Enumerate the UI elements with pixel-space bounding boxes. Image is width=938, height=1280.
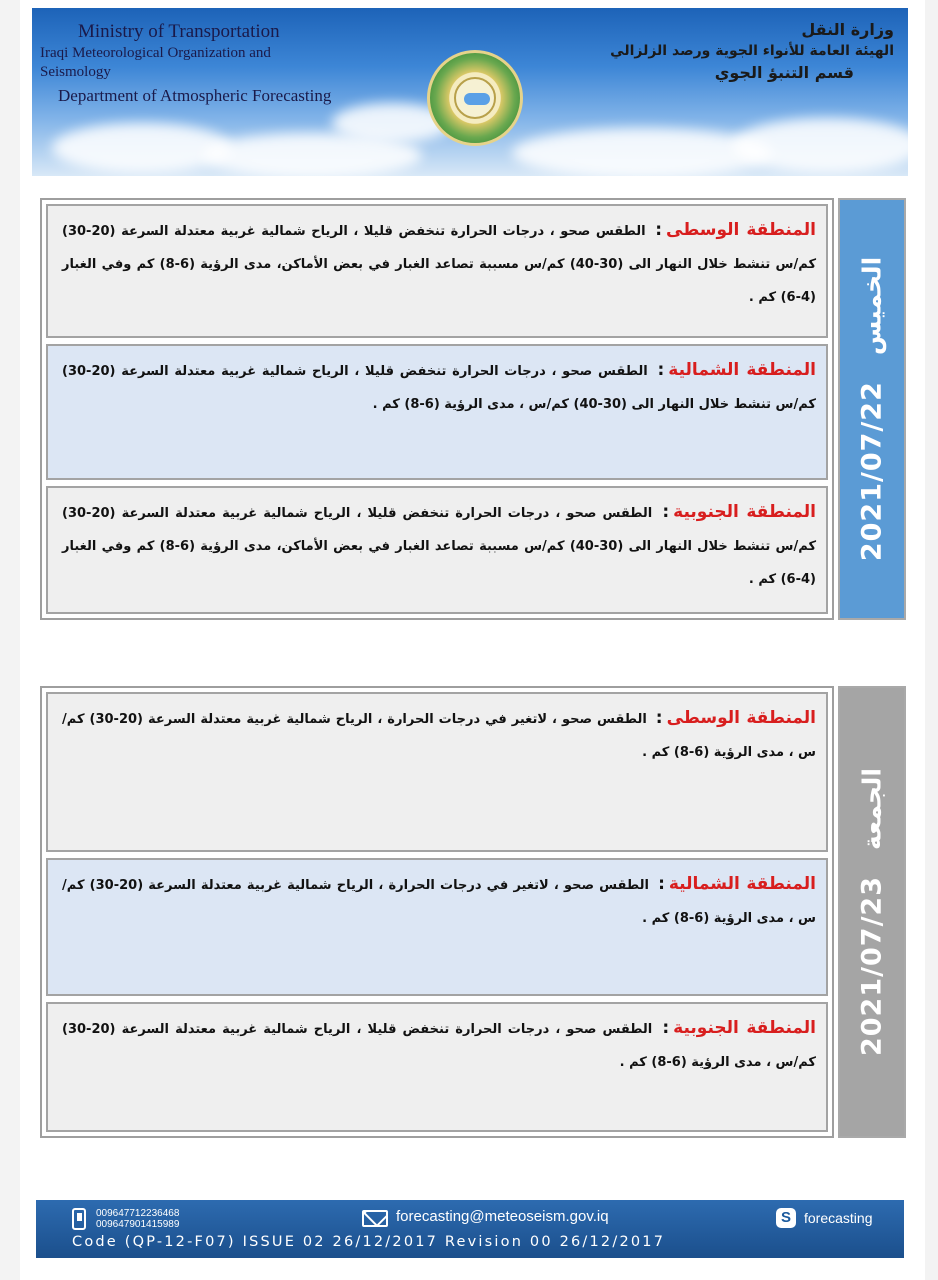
region-label: المنطقة الوسطى — [666, 220, 816, 240]
mail-icon — [362, 1210, 388, 1227]
skype-icon: S — [776, 1208, 796, 1228]
region-central — [46, 692, 828, 852]
forecast-date: 2021/07/22 — [856, 381, 888, 562]
region-separator: : — [662, 1018, 670, 1038]
forecast-day-1 — [40, 198, 906, 620]
region-forecast-text: الطقس صحو ، لاتغير في درجات الحرارة ، الرياح شمالية غربية معتدلة السرعة (20-30) كم/س ، مدى الرؤية (6-8) كم . — [62, 712, 816, 760]
date-strip — [838, 686, 906, 1138]
skype-handle: forecasting — [804, 1210, 873, 1226]
header-banner — [32, 8, 908, 176]
region-forecast-text: الطقس صحو ، درجات الحرارة تنخفض قليلا ، الرياح شمالية غربية معتدلة السرعة (20-30) كم/س ، مدى الرؤية (6-8) كم . — [62, 1022, 816, 1070]
department-line-ar: قسم التنبؤ الجوي — [714, 63, 854, 83]
region-separator: : — [655, 708, 663, 728]
forecast-day-2 — [40, 686, 906, 1138]
region-label: المنطقة الوسطى — [666, 708, 816, 728]
organization-line: Iraqi Meteorological Organization and Seismology — [40, 44, 271, 80]
region-separator: : — [655, 220, 663, 240]
ministry-line-ar: وزارة النقل — [801, 20, 894, 39]
phone-numbers — [96, 1208, 179, 1230]
region-separator: : — [657, 360, 665, 380]
regions-panel — [40, 686, 834, 1138]
region-central — [46, 204, 828, 338]
organization-line-ar: الهيئة العامة للأنواء الجوية ورصد الزلزالي — [610, 43, 894, 60]
department-line: Department of Atmospheric Forecasting — [58, 86, 332, 106]
region-separator: : — [658, 874, 665, 894]
region-label: المنطقة الشمالية — [668, 360, 817, 380]
regions-panel — [40, 198, 834, 620]
region-forecast-text: الطقس صحو ، درجات الحرارة تنخفض قليلا ، الرياح شمالية غربية معتدلة السرعة (20-30) كم/س تنشط خلال النهار الى (30-40) كم/س مسببة تصاعد الغبار في بعض الأماكن، مدى الرؤية (6-8) كم وفي الغبار (4-6) كم . — [62, 506, 816, 587]
forecast-date: 2021/07/23 — [856, 876, 888, 1057]
organization-seal-logo — [427, 50, 523, 146]
contact-footer — [36, 1200, 904, 1258]
region-label: المنطقة الجنوبية — [673, 1018, 816, 1038]
phone-icon — [72, 1208, 86, 1230]
region-forecast-text: الطقس صحو ، درجات الحرارة تنخفض قليلا ، الرياح شمالية غربية معتدلة السرعة (20-30) كم/س تنشط خلال النهار الى (30-40) كم/س ، مدى الرؤية (6-8) كم . — [62, 364, 816, 412]
forecast-weekday: الخميس — [857, 256, 887, 356]
region-north — [46, 858, 828, 996]
region-label: المنطقة الجنوبية — [673, 502, 816, 522]
region-forecast-text: الطقس صحو ، لاتغير في درجات الحرارة ، الرياح شمالية غربية معتدلة السرعة (20-30) كم/س ، مدى الرؤية (6-8) كم . — [62, 878, 816, 926]
date-strip — [838, 198, 906, 620]
document-code: Code (QP-12-F07) ISSUE 02 26/12/2017 Revision 00 26/12/2017 — [72, 1234, 666, 1250]
phone-number: 009647712236468 — [96, 1208, 180, 1219]
region-separator: : — [662, 502, 670, 522]
ministry-name-english — [40, 20, 340, 107]
email-address: forecasting@meteoseism.gov.iq — [396, 1208, 609, 1225]
phone-number: 009647901415989 — [96, 1219, 180, 1230]
region-north — [46, 344, 828, 480]
region-south — [46, 1002, 828, 1132]
region-label: المنطقة الشمالية — [668, 874, 816, 894]
ministry-name-arabic — [604, 18, 894, 85]
bulletin-page — [20, 0, 925, 1280]
ministry-line: Ministry of Transportation — [78, 21, 280, 42]
region-forecast-text: الطقس صحو ، درجات الحرارة تنخفض قليلا ، الرياح شمالية غربية معتدلة السرعة (20-30) كم/س تنشط خلال النهار الى (30-40) كم/س مسببة تصاعد الغبار في بعض الأماكن، مدى الرؤية (6-8) كم وفي الغبار (4-6) كم . — [62, 224, 816, 305]
region-south — [46, 486, 828, 614]
forecast-weekday: الجمعة — [857, 767, 887, 850]
